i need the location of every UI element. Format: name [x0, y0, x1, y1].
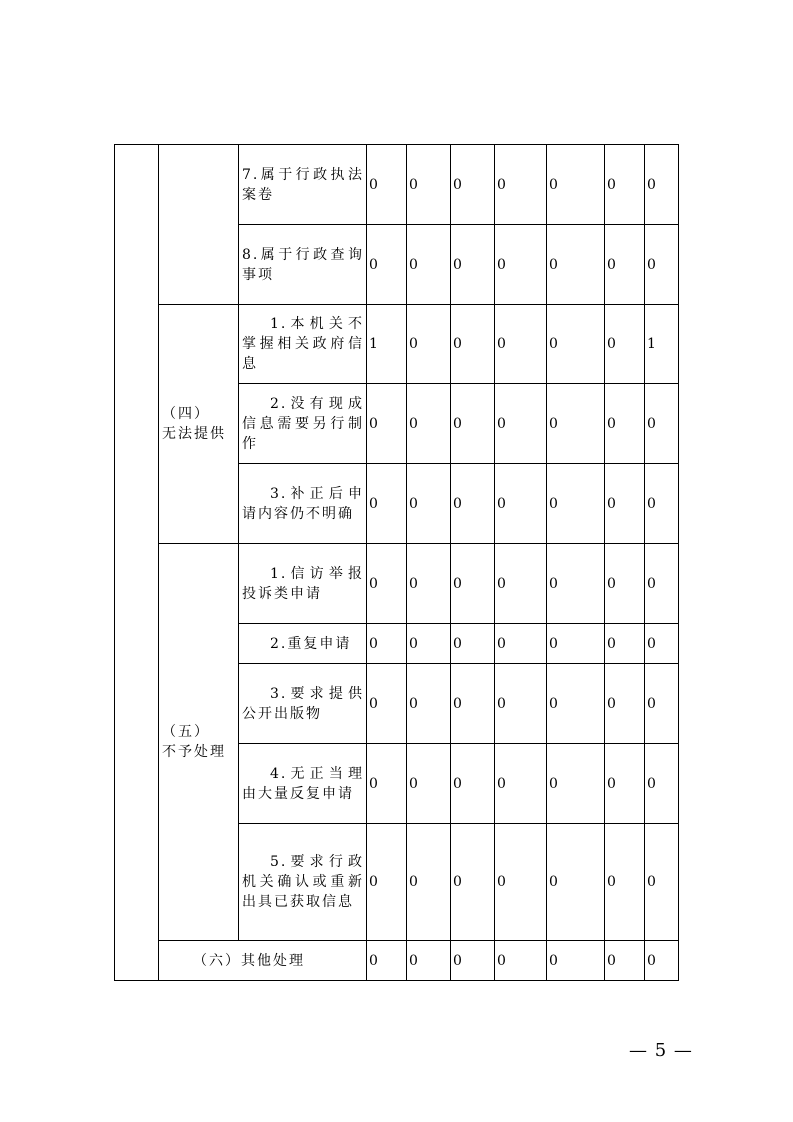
- value-cell: 0: [451, 384, 495, 464]
- outer-category-cell: [115, 145, 159, 981]
- value-cell: 0: [451, 464, 495, 544]
- value-cell: 0: [407, 305, 451, 384]
- value-cell: 0: [605, 664, 645, 744]
- row-label-other-handling: （六）其他处理: [159, 941, 367, 981]
- table-row: [115, 305, 679, 384]
- row-label: 5.要求行政机关确认或重新出具已获取信息: [239, 824, 367, 941]
- value-cell: 0: [605, 464, 645, 544]
- value-cell: 0: [547, 225, 605, 305]
- value-cell: 0: [547, 624, 605, 664]
- value-cell: 0: [367, 744, 407, 824]
- value-cell: 0: [451, 225, 495, 305]
- value-cell: 0: [367, 941, 407, 981]
- value-cell: 1: [367, 305, 407, 384]
- value-cell: 0: [495, 624, 547, 664]
- value-cell: 0: [547, 824, 605, 941]
- value-cell: 0: [605, 624, 645, 664]
- value-cell: 0: [451, 664, 495, 744]
- value-cell: 0: [495, 544, 547, 624]
- value-cell: 0: [407, 624, 451, 664]
- value-cell: 0: [407, 664, 451, 744]
- value-cell: 0: [451, 145, 495, 225]
- row-label: 7.属于行政执法案卷: [239, 145, 367, 225]
- value-cell: 0: [407, 744, 451, 824]
- value-cell: 0: [367, 464, 407, 544]
- value-cell: 0: [547, 305, 605, 384]
- value-cell: 0: [645, 544, 679, 624]
- row-label: 3.补正后申请内容仍不明确: [239, 464, 367, 544]
- value-cell: 0: [547, 145, 605, 225]
- row-label: 2.没有现成信息需要另行制作: [239, 384, 367, 464]
- category-cell-unable-to-provide: [159, 305, 239, 544]
- value-cell: 0: [451, 624, 495, 664]
- value-cell: 0: [407, 824, 451, 941]
- value-cell: 0: [605, 941, 645, 981]
- value-cell: 0: [605, 544, 645, 624]
- table-row: [115, 941, 679, 981]
- value-cell: 0: [645, 624, 679, 664]
- value-cell: 0: [605, 305, 645, 384]
- value-cell: 0: [367, 225, 407, 305]
- value-cell: 0: [495, 145, 547, 225]
- category-cell-not-processed: [159, 544, 239, 941]
- category-label: 无法提供: [162, 426, 226, 442]
- value-cell: 0: [645, 664, 679, 744]
- table-row: [115, 544, 679, 624]
- value-cell: 0: [451, 544, 495, 624]
- value-cell: 0: [495, 744, 547, 824]
- value-cell: 0: [547, 544, 605, 624]
- value-cell: 0: [547, 744, 605, 824]
- category-cell-continued: [159, 145, 239, 305]
- value-cell: 0: [645, 824, 679, 941]
- value-cell: 0: [407, 544, 451, 624]
- value-cell: 0: [407, 225, 451, 305]
- value-cell: 0: [547, 384, 605, 464]
- value-cell: 0: [605, 824, 645, 941]
- value-cell: 0: [367, 544, 407, 624]
- value-cell: 0: [645, 145, 679, 225]
- value-cell: 0: [407, 384, 451, 464]
- page-number: — 5 —: [629, 1040, 693, 1061]
- value-cell: 0: [367, 384, 407, 464]
- value-cell: 0: [605, 744, 645, 824]
- value-cell: 0: [495, 305, 547, 384]
- row-label: 1.本机关不掌握相关政府信息: [239, 305, 367, 384]
- value-cell: 0: [451, 824, 495, 941]
- value-cell: 0: [495, 824, 547, 941]
- category-label-prefix: （四）: [162, 406, 210, 422]
- row-label: 4.无正当理由大量反复申请: [239, 744, 367, 824]
- value-cell: 0: [645, 464, 679, 544]
- value-cell: 0: [407, 145, 451, 225]
- value-cell: 0: [367, 664, 407, 744]
- value-cell: 0: [495, 225, 547, 305]
- value-cell: 0: [407, 464, 451, 544]
- value-cell: 0: [645, 744, 679, 824]
- row-label: 8.属于行政查询事项: [239, 225, 367, 305]
- value-cell: 0: [605, 145, 645, 225]
- disclosure-statistics-table: [114, 144, 679, 981]
- value-cell: 0: [605, 384, 645, 464]
- value-cell: 0: [451, 744, 495, 824]
- value-cell: 0: [367, 624, 407, 664]
- value-cell: 0: [451, 941, 495, 981]
- value-cell: 0: [495, 464, 547, 544]
- value-cell: 0: [367, 145, 407, 225]
- value-cell: 0: [407, 941, 451, 981]
- value-cell: 0: [495, 941, 547, 981]
- value-cell: 0: [367, 824, 407, 941]
- row-label: 2.重复申请: [239, 624, 367, 664]
- row-label: 3.要求提供公开出版物: [239, 664, 367, 744]
- value-cell: 0: [495, 664, 547, 744]
- value-cell: 0: [645, 384, 679, 464]
- value-cell: 0: [495, 384, 547, 464]
- row-label: 1.信访举报投诉类申请: [239, 544, 367, 624]
- value-cell: 1: [645, 305, 679, 384]
- value-cell: 0: [605, 225, 645, 305]
- value-cell: 0: [451, 305, 495, 384]
- value-cell: 0: [547, 941, 605, 981]
- category-label-prefix: （五）: [162, 724, 210, 740]
- value-cell: 0: [547, 664, 605, 744]
- value-cell: 0: [645, 225, 679, 305]
- category-label: 不予处理: [162, 744, 226, 760]
- value-cell: 0: [547, 464, 605, 544]
- value-cell: 0: [645, 941, 679, 981]
- table-row: [115, 145, 679, 225]
